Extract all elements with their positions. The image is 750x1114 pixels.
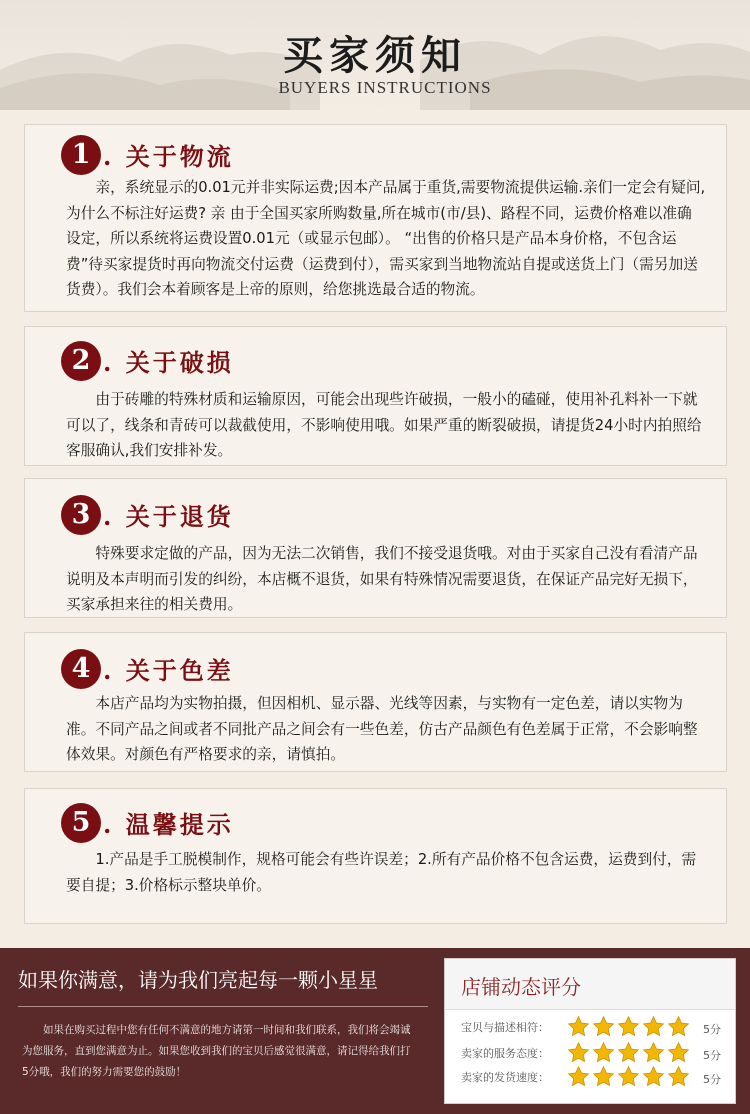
section-color-difference bbox=[24, 632, 727, 772]
star-icon bbox=[667, 1041, 690, 1064]
star-icon bbox=[667, 1015, 690, 1038]
section-number-badge: 3 bbox=[61, 495, 101, 535]
star-icon bbox=[667, 1065, 690, 1088]
rating-label: 宝贝与描述相符： bbox=[461, 1021, 549, 1034]
section-number-badge: 5 bbox=[61, 803, 101, 843]
star-icon bbox=[567, 1015, 590, 1038]
star-icon bbox=[567, 1041, 590, 1064]
rating-row-service bbox=[461, 1041, 729, 1065]
star-icon bbox=[567, 1065, 590, 1088]
rating-label: 卖家的发货速度： bbox=[461, 1071, 549, 1084]
rating-row-shipping bbox=[461, 1065, 729, 1089]
section-returns bbox=[24, 478, 727, 618]
section-logistics bbox=[24, 124, 727, 312]
shop-rating-card bbox=[444, 958, 736, 1104]
star-icon bbox=[592, 1015, 615, 1038]
rating-label: 卖家的服务态度： bbox=[461, 1047, 549, 1060]
header-banner bbox=[0, 0, 750, 110]
section-number-badge: 2 bbox=[61, 341, 101, 381]
section-number-badge: 4 bbox=[61, 649, 101, 689]
section-title: . 关于退货 bbox=[103, 502, 234, 531]
section-body: 特殊要求定做的产品，因为无法二次销售，我们不接受退货哦。对由于买家自己没有看清产品说明及本声明而引发的纠纷，本店概不退货，如果有特殊情况需要退货，在保证产品完好无损下，买家承担来往的相关费用。 bbox=[66, 545, 698, 613]
star-group bbox=[567, 1015, 690, 1038]
section-number-badge: 1 bbox=[61, 135, 101, 175]
star-icon bbox=[592, 1065, 615, 1088]
section-body: 本店产品均为实物拍摄，但因相机、显示器、光线等因素，与实物有一定色差，请以实物为准。不同产品之间或者不同批产品之间会有一些色差，仿古产品颜色有色差属于正常，不会影响整体效果。对颜色有严格要求的亲，请慎拍。 bbox=[66, 695, 698, 763]
rating-row-description bbox=[461, 1015, 729, 1039]
section-body: 1.产品是手工脱模制作，规格可能会有些许误差；2.所有产品价格不包含运费，运费到付，需要自提；3.价格标示整块单价。 bbox=[66, 851, 697, 894]
rating-score: 5分 bbox=[703, 1073, 721, 1086]
star-icon bbox=[642, 1065, 665, 1088]
star-icon bbox=[617, 1015, 640, 1038]
footer-divider bbox=[18, 1006, 428, 1007]
rating-score: 5分 bbox=[703, 1023, 721, 1036]
section-title: . 温馨提示 bbox=[103, 810, 234, 839]
star-icon bbox=[617, 1065, 640, 1088]
section-damage bbox=[24, 326, 727, 466]
star-icon bbox=[617, 1041, 640, 1064]
section-body: 由于砖雕的特殊材质和运输原因，可能会出现些许破损，一般小的磕碰，使用补孔料补一下就可以了，线条和青砖可以裁截使用，不影响使用哦。如果严重的断裂破损，请提货24小时内拍照给客服确认,我们安排补发。 bbox=[66, 391, 702, 459]
section-title: . 关于物流 bbox=[103, 142, 234, 171]
star-group bbox=[567, 1041, 690, 1064]
footer-body: 如果在购买过程中您有任何不满意的地方请第一时间和我们联系，我们将会竭诚为您服务，直到您满意为止。如果您收到我们的宝贝后感觉很满意，请记得给我们打5分哦，我们的努力需要您的鼓励！ bbox=[22, 1024, 411, 1078]
rating-title: 店铺动态评分 bbox=[461, 975, 581, 999]
section-body: 亲，系统显示的0.01元并非实际运费;因本产品属于重货,需要物流提供运输.亲们一定会有疑问,为什么不标注好运费? 亲 由于全国买家所购数量,所在城市(市/县)、路程不同，运费价格难以准确设定，所以系统将运费设置0.01元（或显示包邮）。 “出售的价格只是产品本身价格，不包含运费”待买家提货时再向物流交付运费（运费到付），需买家到当地物流站自提或送货上门（需另加送货费）。我们会本着顾客是上帝的原则，给您挑选最合适的物流。 bbox=[66, 179, 706, 298]
page-title: 买家须知 bbox=[283, 32, 467, 79]
page-subtitle: BUYERS INSTRUCTIONS bbox=[278, 78, 492, 97]
section-tips bbox=[24, 788, 727, 924]
rating-score: 5分 bbox=[703, 1049, 721, 1062]
section-title: . 关于破损 bbox=[103, 348, 234, 377]
star-icon bbox=[642, 1041, 665, 1064]
footer-title: 如果你满意，请为我们亮起每一颗小星星 bbox=[18, 968, 378, 992]
rating-header bbox=[445, 959, 735, 1010]
star-icon bbox=[592, 1041, 615, 1064]
star-icon bbox=[642, 1015, 665, 1038]
section-title: . 关于色差 bbox=[103, 656, 234, 685]
star-group bbox=[567, 1065, 690, 1088]
